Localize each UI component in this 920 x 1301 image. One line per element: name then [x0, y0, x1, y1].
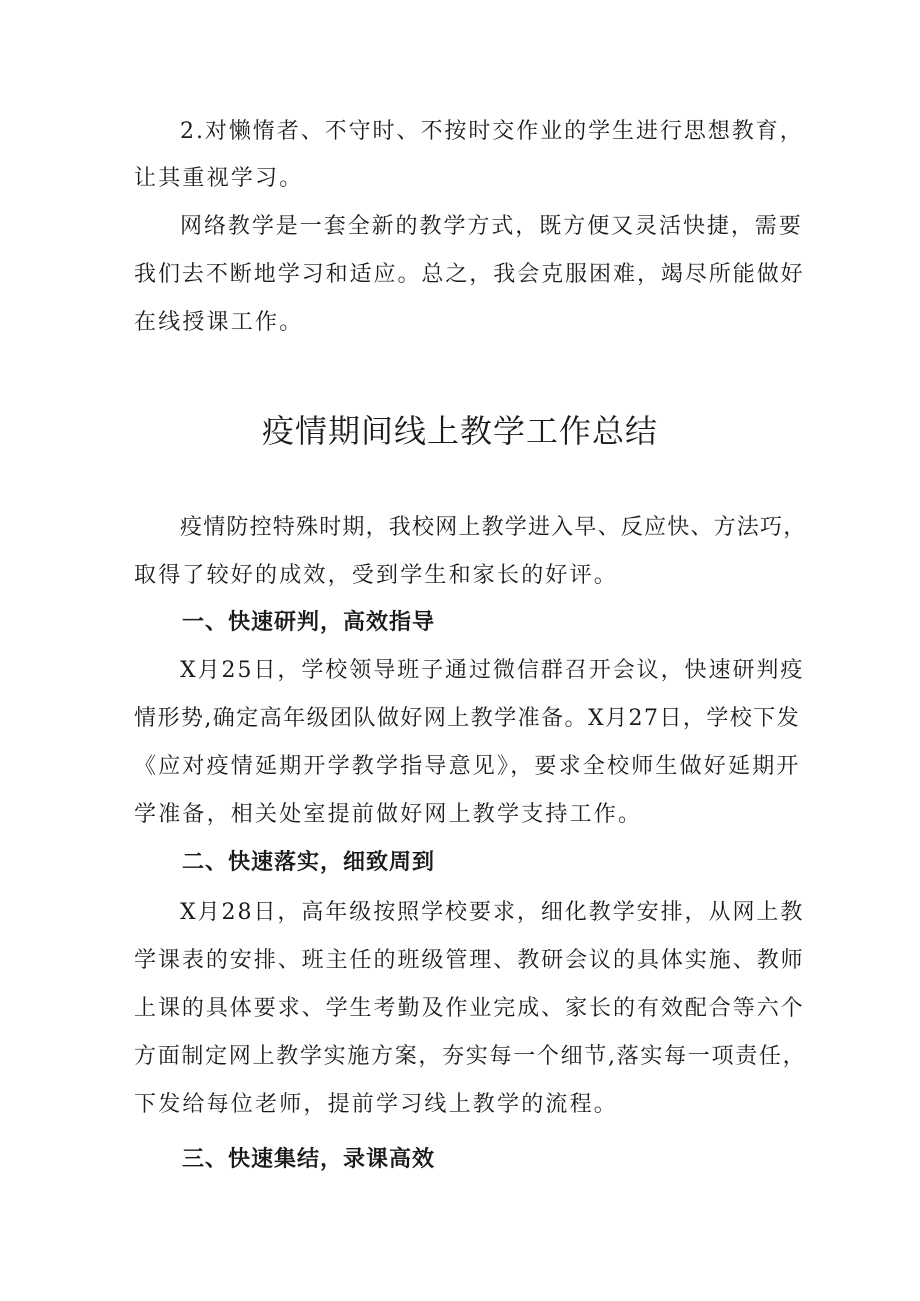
opening-line-2: 取得了较好的成效，受到学生和家长的好评。	[134, 563, 619, 588]
section-1-line-2: 情形势,确定高年级团队做好网上教学准备。X月27日，学校下发	[134, 706, 801, 731]
section-2-line-3: 上课的具体要求、学生考勤及作业完成、家长的有效配合等六个	[134, 996, 805, 1021]
intro-line-4: 我们去不断地学习和适应。总之，我会克服困难，竭尽所能做好	[134, 262, 805, 287]
opening-line-1: 疫情防控特殊时期，我校网上教学进入早、反应快、方法巧，	[180, 515, 807, 540]
section-3-heading: 三、快速集结，录课高效	[182, 1147, 436, 1172]
section-2-heading: 二、快速落实，细致周到	[182, 850, 436, 875]
article-title: 疫情期间线上教学工作总结	[261, 412, 658, 450]
section-1-line-1: X月25日，学校领导班子通过微信群召开会议，快速研判疫	[180, 658, 805, 683]
intro-line-1: 2.对懒惰者、不守时、不按时交作业的学生进行思想教育，	[180, 119, 804, 144]
section-2-line-2: 学课表的安排、班主任的班级管理、教研会议的具体实施、教师	[134, 948, 805, 973]
intro-line-5: 在线授课工作。	[134, 310, 304, 335]
section-2-line-5: 下发给每位老师，提前学习线上教学的流程。	[134, 1092, 619, 1117]
intro-line-3: 网络教学是一套全新的教学方式，既方便又灵活快捷，需要	[180, 214, 803, 239]
section-2-line-1: X月28日，高年级按照学校要求，细化教学安排，从网上教	[180, 900, 805, 925]
section-1-line-4: 学准备，相关处室提前做好网上教学支持工作。	[134, 802, 643, 827]
section-1-line-3: 《应对疫情延期开学教学指导意见》，要求全校师生做好延期开	[134, 754, 801, 779]
section-2-line-4: 方面制定网上教学实施方案，夯实每一个细节,落实每一项责任，	[134, 1044, 807, 1069]
section-1-heading: 一、快速研判，高效指导	[182, 610, 436, 635]
intro-line-2: 让其重视学习。	[134, 166, 304, 191]
